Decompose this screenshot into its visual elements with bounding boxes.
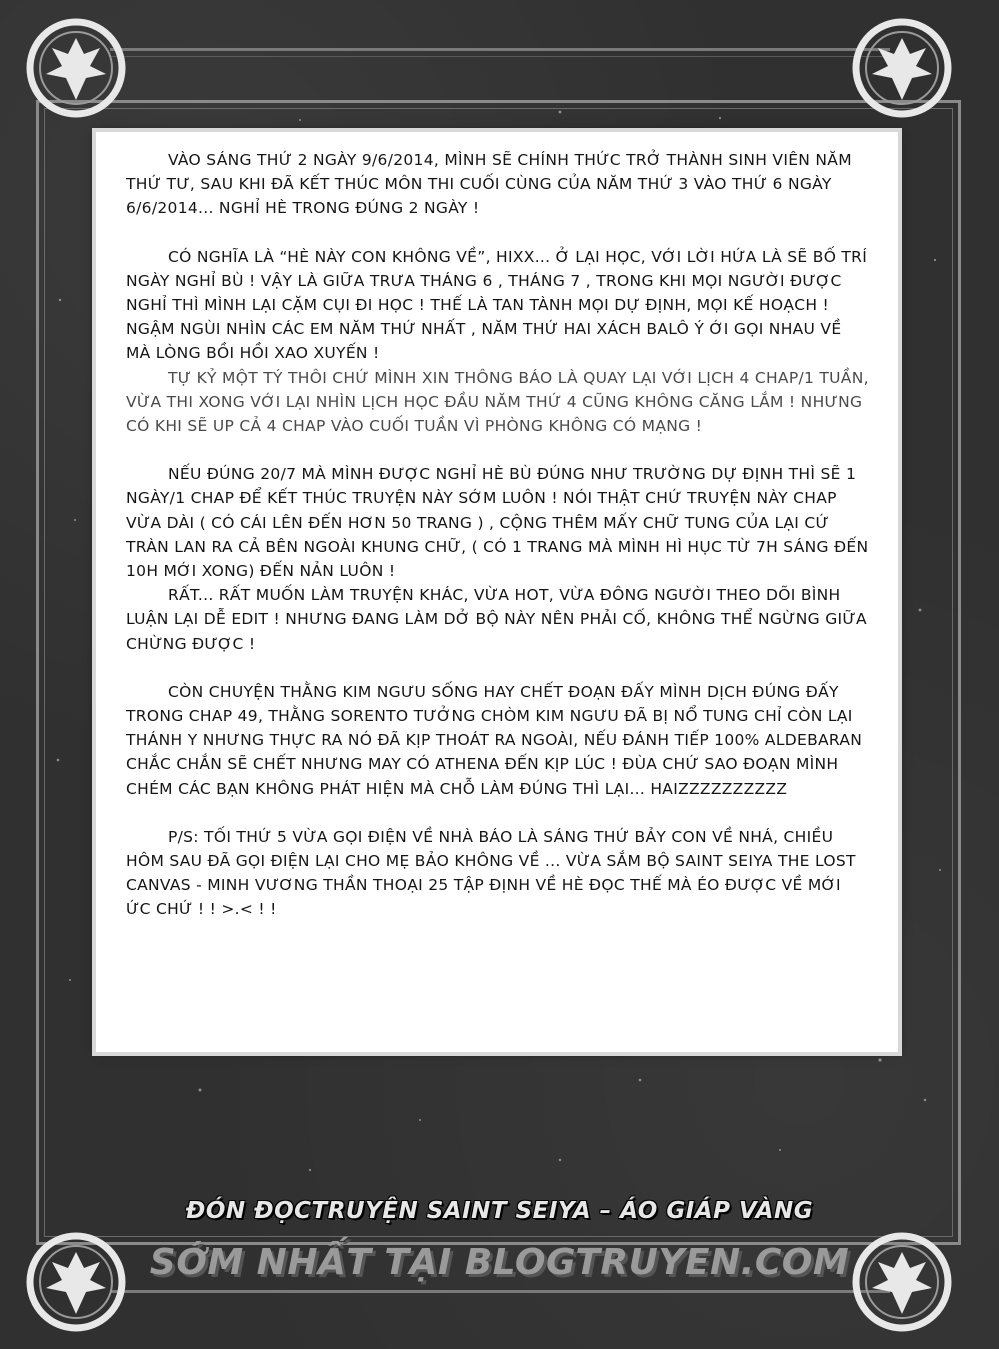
- letter-paragraph-6: CÒN CHUYỆN THẰNG KIM NGƯU SỐNG HAY CHẾT ĐOẠN ĐẤY MÌNH DỊCH ĐÚNG ĐẤY TRONG CHAP 49, THẰNG SORENTO TƯỞNG CHÒM KIM NGƯU ĐÃ BỊ NỔ TUNG CHỈ CÒN LẠI THÁNH Y NHƯNG THỰC RA NÓ ĐÃ KỊP THOÁT RA NGOÀI, NẾU ĐÁNH TIẾP 100% ALDEBARAN CHẮC CHẮN SẼ CHẾT NHƯNG MAY CÓ ATHENA ĐẾN KỊP LÚC ! ĐÙA CHỨ SAO ĐOẠN MÌNH CHÉM CÁC BẠN KHÔNG PHÁT HIỆN MÀ CHỖ LÀM ĐÚNG THÌ LẠI... HAIZZZZZZZZZZ: [126, 682, 863, 798]
- phoenix-emblem-icon: [22, 14, 130, 122]
- phoenix-emblem-icon: [848, 14, 956, 122]
- top-border-rule-thin: [110, 56, 890, 57]
- paragraph-gap: [126, 656, 870, 680]
- letter-paragraph-1: VÀO SÁNG THỨ 2 NGÀY 9/6/2014, MÌNH SẼ CHÍNH THỨC TRỞ THÀNH SINH VIÊN NĂM THỨ TƯ, SAU KHI ĐÃ KẾT THÚC MÔN THI CUỐI CÙNG CỦA NĂM THỨ 3 VÀO THỨ 6 NGÀY 6/6/2014... NGHỈ HÈ TRONG ĐÚNG 2 NGÀY !: [126, 151, 852, 218]
- letter-paragraph-4: NẾU ĐÚNG 20/7 MÀ MÌNH ĐƯỢC NGHỈ HÈ BÙ ĐÚNG NHƯ TRƯỜNG DỰ ĐỊNH THÌ SẼ 1 NGÀY/1 CHAP ĐỂ KẾT THÚC TRUYỆN NÀY SỚM LUÔN ! NÓI THẬT CHỨ TRUYỆN NÀY CHAP VỪA DÀI ( CÓ CÁI LÊN ĐẾN HƠN 50 TRANG ) , CỘNG THÊM MẤY CHỮ TUNG CỦA LẠI CỨ TRÀN LAN RA CẢ BÊN NGOÀI KHUNG CHỮ, ( CÓ 1 TRANG MÀ MÌNH HÌ HỤC TỪ 7H SÁNG ĐẾN 10H MỚI XONG) ĐẾN NẢN LUÔN !: [126, 465, 869, 581]
- bottom-border-rule: [110, 1290, 890, 1293]
- paragraph-gap: [126, 438, 870, 462]
- top-border-rule: [110, 48, 890, 51]
- paragraph-gap: [126, 801, 870, 825]
- promo-line-1: ĐÓN ĐỌCTRUYỆN SAINT SEIYA – ÁO GIÁP VÀNG: [185, 1198, 814, 1224]
- paragraph-gap: [126, 221, 870, 245]
- letter-paragraph-3: TỰ KỶ MỘT TÝ THÔI CHỨ MÌNH XIN THÔNG BÁO LÀ QUAY LẠI VỚI LỊCH 4 CHAP/1 TUẦN, VỪA THI XONG VỚI LẠI NHÌN LỊCH HỌC ĐẦU NĂM THỨ 4 CŨNG KHÔNG CĂNG LẮM ! NHƯNG CÓ KHI SẼ UP CẢ 4 CHAP VÀO CUỐI TUẦN VÌ PHÒNG KHÔNG CÓ MẠNG !: [126, 368, 869, 436]
- letter-paragraph-2: CÓ NGHĨA LÀ “HÈ NÀY CON KHÔNG VỀ”, HIXX... Ở LẠI HỌC, VỚI LỜI HỨA LÀ SẼ BỐ TRÍ NGÀY NGHỈ BÙ ! VẬY LÀ GIỮA TRƯA THÁNG 6 , THÁNG 7 , TRONG KHI MỌI NGƯỜI ĐƯỢC NGHỈ THÌ MÌNH LẠI CẶM CỤI ĐI HỌC ! THẾ LÀ TAN TÀNH MỌI DỰ ĐỊNH, MỌI KẾ HOẠCH ! NGẬM NGÙI NHÌN CÁC EM NĂM THỨ NHẤT , NĂM THỨ HAI XÁCH BALÔ Ý ỚI GỌI NHAU VỀ MÀ LÒNG BỒI HỒI XAO XUYẾN !: [126, 247, 868, 363]
- promo-line-2: SỚM NHẤT TẠI BLOGTRUYEN.COM: [149, 1242, 850, 1283]
- letter-paragraph-5: RẤT... RẤT MUỐN LÀM TRUYỆN KHÁC, VỪA HOT, VỪA ĐÔNG NGƯỜI THEO DÕI BÌNH LUẬN LẠI DỄ EDIT ! NHƯNG ĐANG LÀM DỞ BỘ NÀY NÊN PHẢI CỐ, KHÔNG THỂ NGỪNG GIỮA CHỪNG ĐƯỢC !: [126, 586, 867, 653]
- letter-text-box: [96, 132, 898, 1052]
- letter-paragraph-7: P/S: TỐI THỨ 5 VỪA GỌI ĐIỆN VỀ NHÀ BÁO LÀ SÁNG THỨ BẢY CON VỀ NHÁ, CHIỀU HÔM SAU ĐÃ GỌI ĐIỆN LẠI CHO MẸ BẢO KHÔNG VỀ ... VỪA SẮM BỘ SAINT SEIYA THE LOST CANVAS - MINH VƯƠNG THẦN THOẠI 25 TẬP ĐỊNH VỀ HÈ ĐỌC THẾ MÀ ÉO ĐƯỢC VỀ MỚI ỨC CHỨ ! ! >.< ! !: [126, 827, 856, 919]
